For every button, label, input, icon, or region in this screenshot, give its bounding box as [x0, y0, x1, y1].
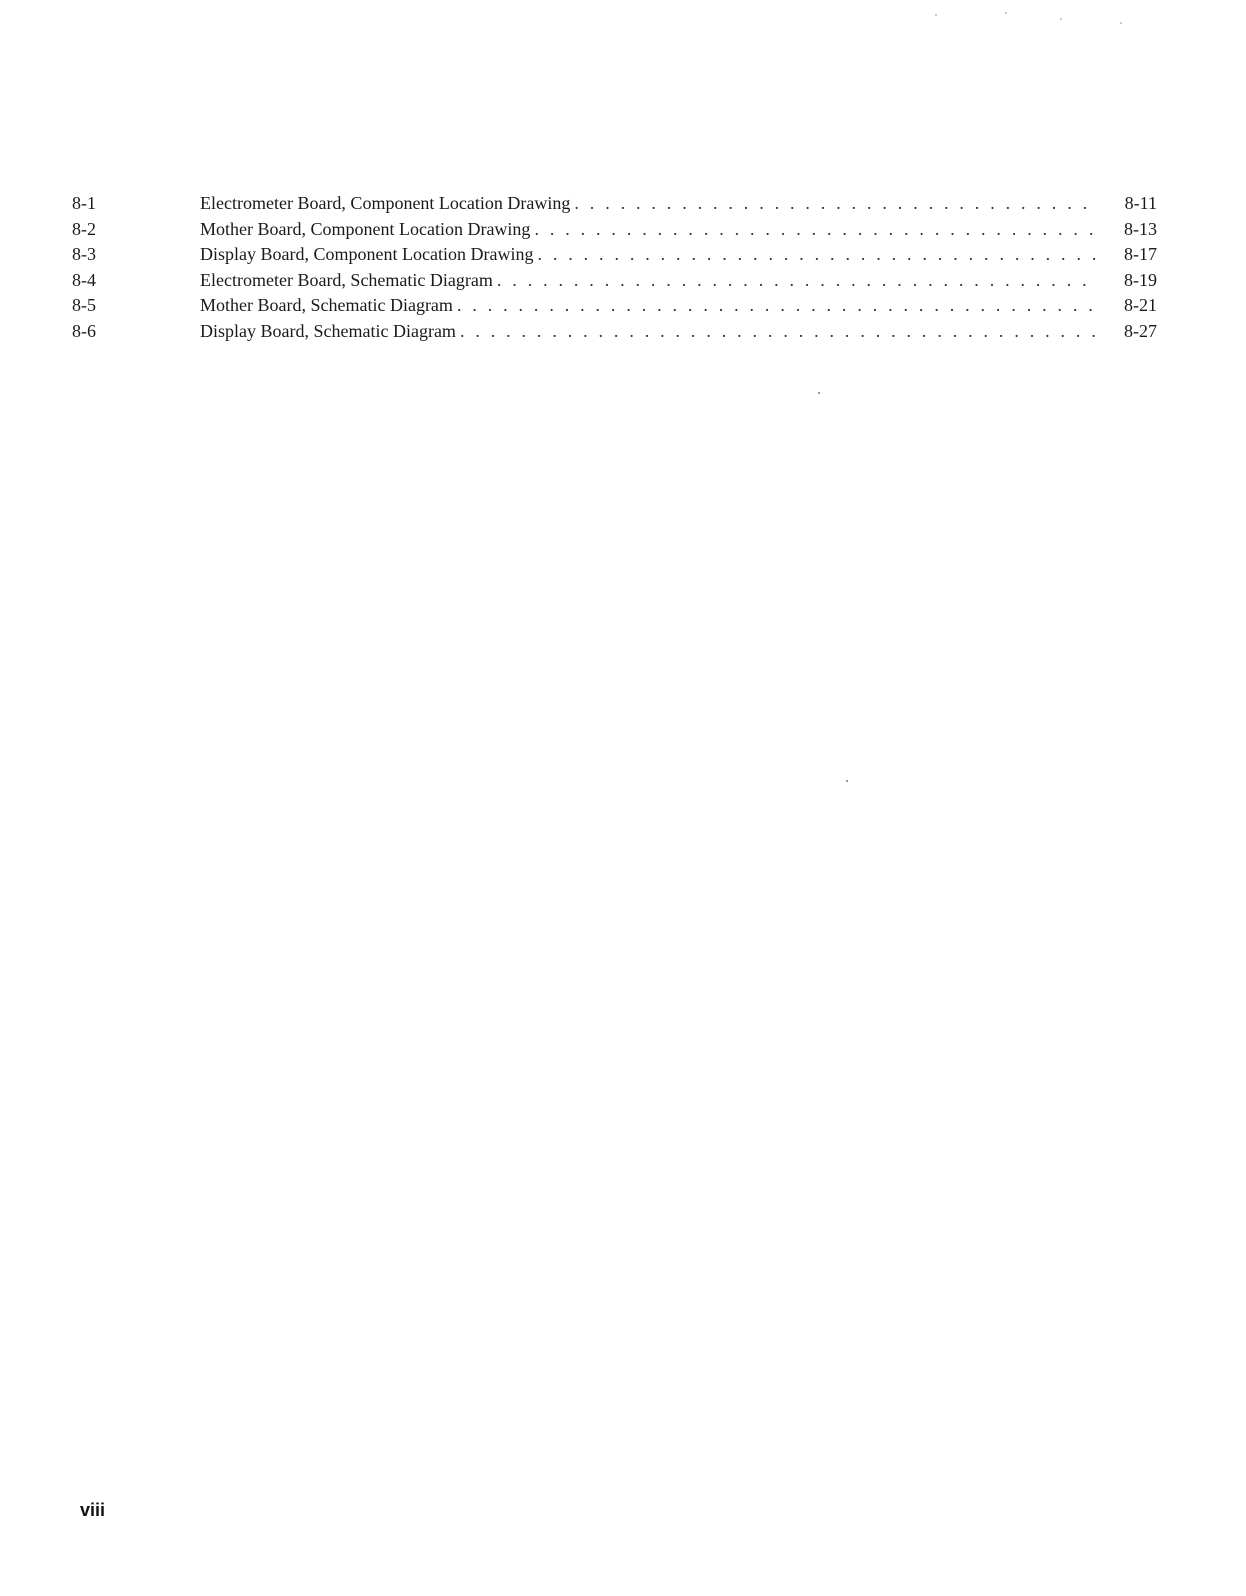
toc-dot-leader	[537, 242, 1097, 268]
toc-entry[interactable]	[72, 293, 1157, 319]
toc-entry-page[interactable]: 8-19	[1124, 269, 1157, 290]
toc-dot-leader	[574, 191, 1097, 217]
toc-entry-title[interactable]: Display Board, Component Location Drawing	[200, 244, 534, 264]
toc-entry-title-wrap	[200, 242, 1097, 268]
scan-speck	[1120, 22, 1122, 24]
toc-entry-title[interactable]: Mother Board, Schematic Diagram	[200, 295, 453, 315]
scan-speck	[846, 780, 848, 782]
toc-entry-title-wrap	[200, 319, 1097, 345]
toc-dot-leader	[534, 217, 1097, 243]
toc-entry-title-wrap	[200, 191, 1097, 217]
toc-dot-leader	[457, 293, 1097, 319]
toc-entry-title[interactable]: Mother Board, Component Location Drawing	[200, 218, 531, 239]
scan-speck	[1060, 18, 1062, 20]
toc-entry-number: 8-2	[72, 218, 96, 239]
toc-entry-number: 8-5	[72, 295, 96, 315]
toc-entry[interactable]	[72, 217, 1157, 243]
toc-entry-page[interactable]: 8-11	[1124, 193, 1157, 213]
toc-entry-page[interactable]: 8-27	[1124, 320, 1157, 341]
toc-entry-number: 8-1	[72, 193, 96, 213]
toc-entry-title-wrap	[200, 217, 1097, 243]
toc-entry-number: 8-6	[72, 320, 96, 341]
toc-entry[interactable]	[72, 268, 1157, 294]
toc-entry[interactable]	[72, 319, 1157, 345]
scan-speck	[1005, 12, 1007, 14]
toc-entry-title[interactable]: Display Board, Schematic Diagram	[200, 320, 456, 341]
toc-entry-title-wrap	[200, 268, 1097, 294]
toc-entry[interactable]	[72, 242, 1157, 268]
page-number: viii	[80, 1500, 106, 1520]
scan-speck	[818, 392, 820, 394]
toc-entry[interactable]	[72, 191, 1157, 217]
toc-list	[72, 191, 1157, 344]
toc-dot-leader	[460, 319, 1097, 345]
toc-entry-title-wrap	[200, 293, 1097, 319]
toc-entry-title[interactable]: Electrometer Board, Component Location Drawing	[200, 193, 571, 213]
toc-entry-number: 8-3	[72, 244, 96, 264]
toc-entry-number: 8-4	[72, 269, 96, 290]
toc-entry-page[interactable]: 8-13	[1124, 218, 1157, 239]
toc-entry-page[interactable]: 8-17	[1124, 244, 1157, 264]
scan-speck	[935, 14, 937, 16]
toc-dot-leader	[497, 268, 1097, 294]
toc-entry-title[interactable]: Electrometer Board, Schematic Diagram	[200, 269, 493, 290]
toc-entry-page[interactable]: 8-21	[1124, 295, 1157, 315]
